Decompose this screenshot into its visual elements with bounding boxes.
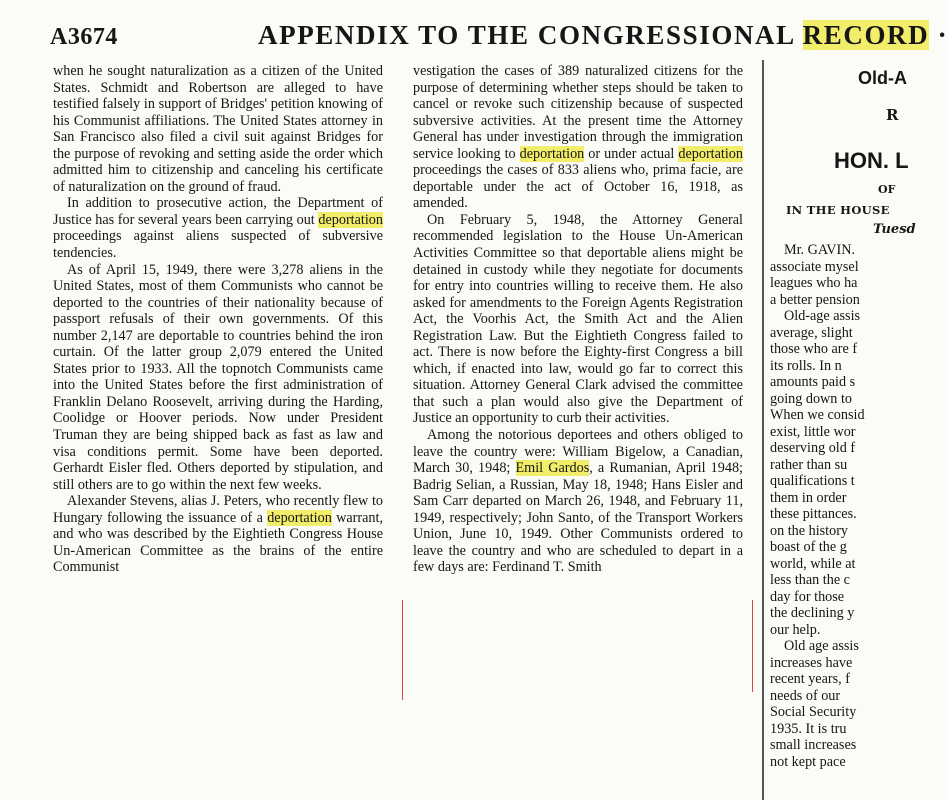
search-highlight: deportation (519, 145, 585, 162)
col2-p1-text-end: proceedings the cases of 833 aliens who, prima facie, are deportable under the act of October 16, 1918, as amended. (413, 162, 743, 212)
column-3-line: not kept pace (770, 753, 846, 770)
column-3-line: When we consid (770, 407, 865, 423)
column-3-line: exist, little wor (770, 423, 856, 440)
column-3-line: its rolls. In n (770, 357, 842, 374)
column-3-line: going down to (770, 390, 852, 407)
search-highlight: Emil Gardos (515, 460, 590, 477)
column-2 (413, 63, 743, 576)
margin-mark-left (402, 600, 403, 700)
column-3-line: deserving old f (770, 440, 856, 456)
col1-paragraph-3: As of April 15, 1949, there were 3,278 aliens in the United States, most of them Communists who cannot be deported to the countries of their nationality because of passport refusals of their own governments. Of this number 2,147 are deportable to countries behind the iron curtain. Of the latter group 2,079 entered the United States prior to 1933. All the topnotch Communists came into the United States before the first administration of Franklin Delano Roosevelt, arriving during the Harding, Coolidge or Hoover periods. Now under President Truman they are being shipped back as fast as law and visa conditions permit. Some have been deported. Gerhardt Eisler fled. Others deported by stipulation, and still others are to go within the next few weeks. (53, 261, 383, 493)
column-3-line: small increases (770, 737, 857, 753)
col2-paragraph-3 (413, 427, 743, 576)
column-3-line: Old-age assis (784, 308, 861, 324)
column-3-line: them in order (770, 489, 847, 506)
column-3-line: those who are f (770, 341, 858, 357)
column-3-line: the declining y (770, 605, 855, 621)
column-3-line: amounts paid s (770, 374, 856, 390)
column-3-line: on the history (770, 522, 849, 539)
page-number: A3674 (50, 24, 118, 50)
column-3-line: rather than su (770, 456, 848, 473)
col1-p4-text-end: warrant, and who was described by the Eightieth Congress House Un-American Committee as the brains of the entire Communist (53, 509, 383, 576)
column-1 (53, 63, 383, 576)
search-highlight: deportation (678, 145, 743, 162)
col2-p1-text-mid: or under actual (584, 145, 679, 162)
title-text: APPENDIX TO THE CONGRESSIONAL (258, 20, 803, 50)
column-3-line: world, while at (770, 555, 856, 572)
search-highlight: deportation (267, 509, 332, 526)
column-3-line: boast of the g (770, 539, 847, 555)
column-3-line: our help. (770, 621, 821, 638)
column-3-line: needs of our (770, 687, 841, 704)
column-3-line: increases have (770, 654, 853, 671)
col1-p2-text-end: proceedings against aliens suspected of subversive tendencies. (53, 228, 383, 262)
column-3-line: leagues who ha (770, 275, 858, 291)
running-title (258, 20, 948, 51)
column-3-line: Social Security (770, 704, 857, 720)
column-3-line: associate mysel (770, 258, 859, 275)
title-highlight: RECORD (802, 20, 930, 50)
page-header (0, 0, 948, 62)
col1-paragraph-2 (53, 195, 383, 261)
column-3-line: average, slight (770, 324, 853, 341)
col1-paragraph-1: when he sought naturalization as a citizen of the United States. Schmidt and Robertson are alleged to have testified falsely in support of Bridges' petition knowing of his Communist affiliations. The United States attorney in San Francisco also filed a civil suit against Bridges for the purpose of revoking and setting aside the order which admitted him to citizenship and canceling his certificate of naturalization on the ground of fraud. (53, 63, 383, 195)
col2-p1-text: vestigation the cases of 389 naturalized citizens for the purpose of determining whether steps should be taken to cancel or revoke such citizenship because of suspected subversive activities. At the present time the Attorney General has under investigation through the immigration service looking to (413, 63, 743, 162)
column-3-line: Old age assis (784, 638, 859, 654)
article-title: Old-A (858, 68, 907, 88)
column-3-clipped (762, 60, 916, 800)
col1-p2-text: In addition to prosecutive action, the Department of Justice has for several years been carrying out (53, 195, 383, 228)
chamber-line: IN THE HOUSE (786, 203, 890, 217)
col2-p3-text: Among the notorious deportees and others obliged to leave the country were: William Bigelow, a Canadian, March 30, 1948; (413, 427, 743, 477)
col1-paragraph-4 (53, 493, 383, 576)
article-subtitle: R (886, 106, 899, 124)
column-3-body (770, 242, 930, 770)
column-3-line: less than the c (770, 572, 850, 588)
margin-mark-right (752, 600, 753, 692)
search-highlight: deportation (318, 211, 383, 228)
col2-p3-text-end: , a Rumanian, April 1948; Badrig Selian, a Russian, May 18, 1948; Hans Eisler and Sam Carr departed on March 26, 1948, and February 11, 1949, respectively; John Santo, of the Transport Workers Union, June 10, 1949. Other Communists ordered to leave the country and who are scheduled to depart in a few days are: Ferdinand T. Smith (413, 460, 743, 576)
column-3-line: a better pension (770, 291, 860, 308)
column-3-line: recent years, f (770, 671, 850, 687)
col2-paragraph-2: On February 5, 1948, the Attorney General recommended legislation to the House Un-American Activities Committee so that deportable aliens might be detained in custody while they negotiate for documents for entry into countries willing to receive them. He also asked for amendments to the Foreign Agents Registration Act, the Voorhis Act, the Smith Act and the Alien Registration Law. But the Eightieth Congress failed to act. There is now before the Eighty-first Congress a bill which, if enacted into law, would go far to correct this situation. Attorney General Clark advised the committee that such a plan would also give the Department of Justice an opportunity to curb their activities. (413, 211, 743, 427)
col2-paragraph-1 (413, 63, 743, 212)
col1-p4-text: Alexander Stevens, alias J. Peters, who recently flew to Hungary following the issuance of a (53, 493, 383, 526)
speaker-of: OF (878, 183, 896, 196)
column-3-line: qualifications t (770, 473, 855, 489)
column-3-line: 1935. It is tru (770, 720, 847, 737)
title-suffix: · (929, 20, 948, 50)
date-line: Tuesd (873, 222, 916, 237)
column-3-line: these pittances. (770, 506, 857, 522)
column-3-line: day for those (770, 588, 845, 605)
speaker-name: HON. L (834, 148, 909, 173)
column-3-line: Mr. GAVIN. (784, 242, 856, 258)
